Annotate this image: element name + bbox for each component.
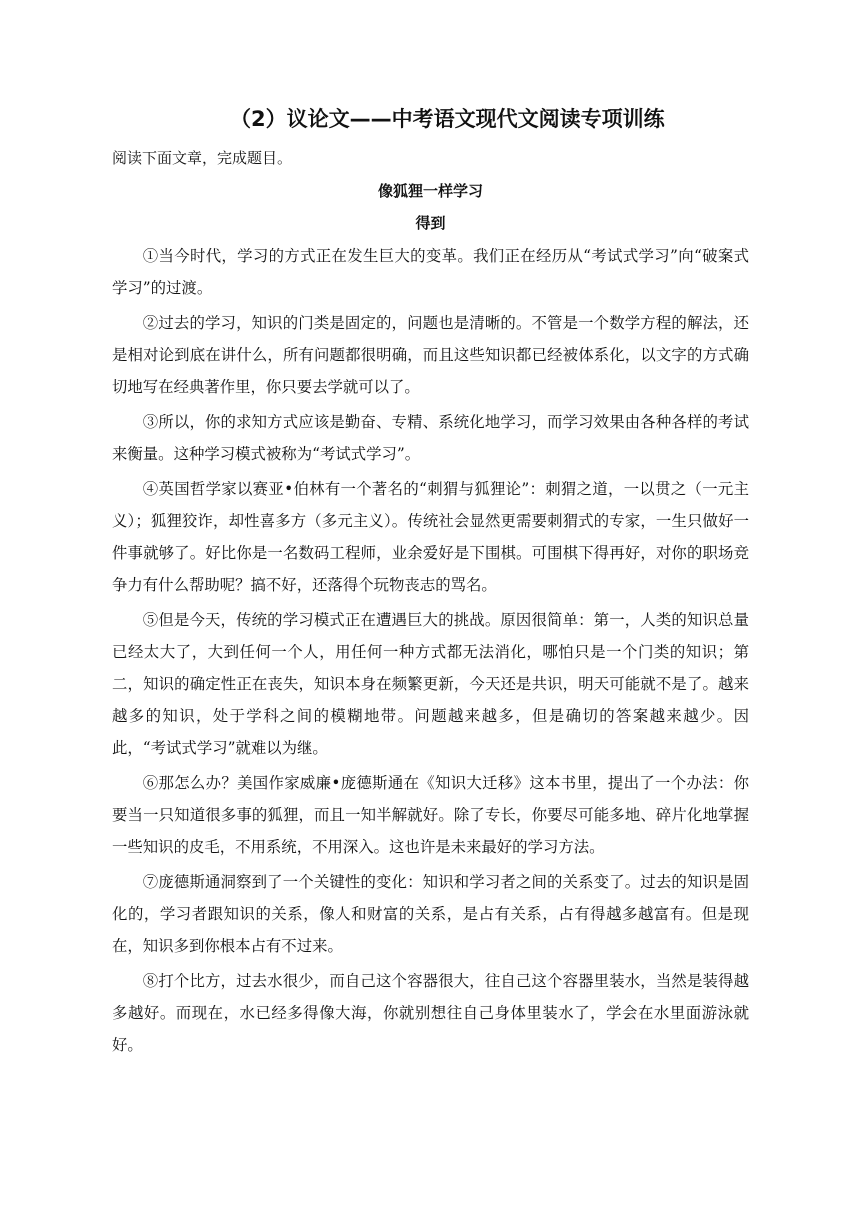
paragraph-8: ⑧打个比方，过去水很少，而自己这个容器很大，往自己这个容器里装水，当然是装得越多越好。而现在，水已经多得像大海，你就别想往自己身体里装水了，学会在水里面游泳就好。	[112, 972, 749, 1054]
paragraph-7: ⑦庞德斯通洞察到了一个关键性的变化：知识和学习者之间的关系变了。过去的知识是固化的，学习者跟知识的关系，像人和财富的关系，是占有关系，占有得越多越富有。但是现在，知识多到你根本占有不过来。	[112, 873, 749, 955]
paragraph-4: ④英国哲学家以赛亚•伯林有一个著名的“刺猬与狐狸论”：刺猬之道，一以贯之（一元主义）；狐狸狡诈，却性喜多方（多元主义）。传统社会显然更需要刺猬式的专家，一生只做好一件事就够了。好比你是一名数码工程师，业余爱好是下围棋。可围棋下得再好，对你的职场竞争力有什么帮助呢？搞不好，还落得个玩物丧志的骂名。	[112, 480, 749, 594]
paragraph-2: ②过去的学习，知识的门类是固定的，问题也是清晰的。不管是一个数学方程的解法，还是相对论到底在讲什么，所有问题都很明确，而且这些知识都已经被体系化，以文字的方式确切地写在经典著作里，你只要去学就可以了。	[112, 314, 749, 396]
paragraph-1: ①当今时代，学习的方式正在发生巨大的变革。我们正在经历从“考试式学习”向“破案式学习”的过渡。	[112, 247, 749, 297]
article-title: 像狐狸一样学习	[377, 182, 483, 200]
paragraph-6: ⑥那怎么办？美国作家威廉•庞德斯通在《知识大迁移》这本书里，提出了一个办法：你要当一只知道很多事的狐狸，而且一知半解就好。除了专长，你要尽可能多地、碎片化地掌握一些知识的皮毛，不用系统，不用深入。这也许是未来最好的学习方法。	[112, 774, 749, 856]
page-title: （2）议论文——中考语文现代文阅读专项训练	[230, 107, 665, 131]
reading-instruction: 阅读下面文章，完成题目。	[112, 149, 293, 167]
article-author: 得到	[415, 214, 446, 232]
paragraph-5: ⑤但是今天，传统的学习模式正在遭遇巨大的挑战。原因很简单：第一，人类的知识总量已经太大了，大到任何一个人，用任何一种方式都无法消化，哪怕只是一个门类的知识；第二，知识的确定性正在丧失，知识本身在频繁更新，今天还是共识，明天可能就不是了。越来越多的知识，处于学科之间的模糊地带。问题越来越多，但是确切的答案越来越少。因此，“考试式学习”就难以为继。	[112, 611, 749, 757]
paragraph-3: ③所以，你的求知方式应该是勤奋、专精、系统化地学习，而学习效果由各种各样的考试来衡量。这种学习模式被称为“考试式学习”。	[112, 413, 749, 463]
